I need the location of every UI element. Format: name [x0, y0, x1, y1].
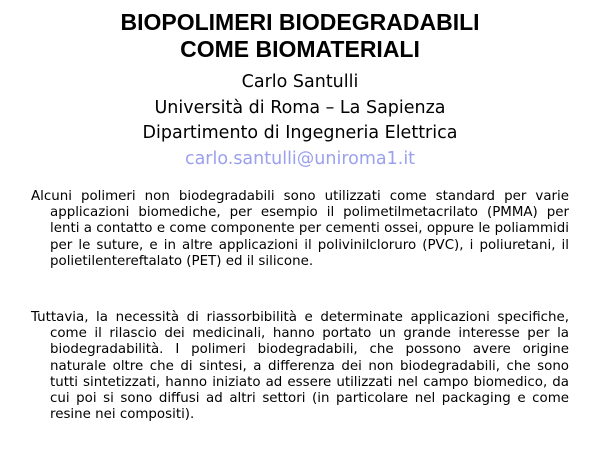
email-link[interactable]: carlo.santulli@uniroma1.it	[184, 149, 416, 169]
title-line-1: BIOPOLIMERI BIODEGRADABILI	[120, 9, 480, 35]
paragraph-1: Alcuni polimeri non biodegradabili sono utilizzati come standard per varie applicazioni biomediche, per esempio il polimetilmetacrilato (PMMA) per lenti a contatto e come componente per cementi ossei, oppure le poliammidi per le suture, e in altre applicazioni il polivinilcloruro (PVC), i poliuretani, il polietilentereftalato (PET) ed il silicone.	[31, 189, 569, 269]
department-name: Dipartimento di Ingegneria Elettrica	[142, 123, 458, 143]
title-line-2: COME BIOMATERIALI	[180, 36, 420, 62]
university-name: Università di Roma – La Sapienza	[154, 98, 446, 118]
paragraph-2: Tuttavia, la necessità di riassorbibilità e determinate applicazioni specifiche, come il rilascio dei medicinali, hanno portato un grande interesse per la biodegradabilità. I polimeri biodegradabili, che possono avere origine naturale oltre che di sintesi, a differenza dei non biodegradabili, che sono tutti sintetizzati, hanno iniziato ad essere utilizzati nel campo biomedico, da cui poi si sono diffusi ad altri settori (in particolare nel packaging e come resine nei compositi).	[31, 310, 569, 423]
author-name: Carlo Santulli	[241, 72, 359, 92]
